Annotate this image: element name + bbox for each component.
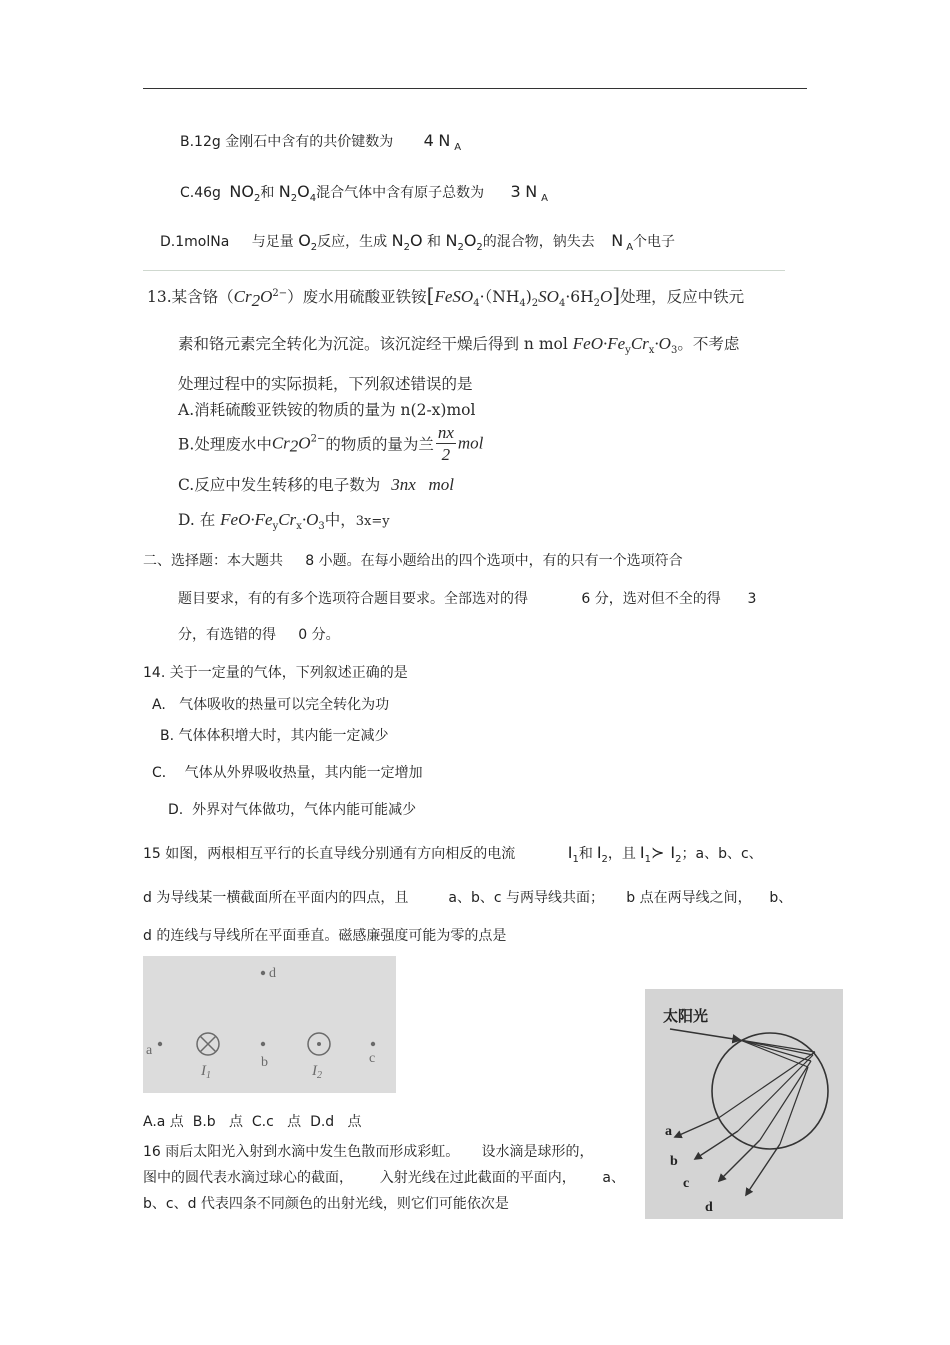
section2-line-3: 分，有选错的得 0 分。: [178, 627, 340, 643]
q16-raindrop-figure: [645, 989, 843, 1219]
q14-option-d: D. 外界对气体做功，气体内能可能减少: [168, 802, 417, 818]
q13-line-3: 处理过程中的实际损耗，下列叙述错误的是: [178, 375, 473, 393]
ray-d-label: d: [705, 1200, 713, 1215]
q12-option-d: D.1molNa 与足量 $O_2$反应，生成 $N_2O$ 和 $N_2O_2$的混合物，钠失去 N $_A$个电子: [160, 231, 676, 253]
fraction-nx-over-2: $\frac{nx}{2}$: [437, 423, 454, 464]
scan-border: [143, 270, 785, 271]
point-c-dot: [371, 1042, 375, 1046]
point-d-label: d: [269, 966, 276, 981]
q14-stem: 14. 关于一定量的气体，下列叙述正确的是: [143, 665, 408, 681]
point-d-dot: [261, 971, 265, 975]
q13-option-a: A.消耗硫酸亚铁铵的物质的量为 n(2-x)mol: [178, 401, 476, 419]
q13-option-c: C.反应中发生转移的电子数为 3nx mol: [178, 475, 454, 494]
q15-line-2: d 为导线某一横截面所在平面内的四点，且 a、b、c 与两导线共面； b 点在两导线之间， b、: [143, 890, 793, 906]
point-b-label: b: [261, 1055, 268, 1070]
ray-b-label: b: [670, 1154, 678, 1169]
top-rule: [143, 88, 807, 89]
q13-line-1: 13.某含铬$(Cr_2O^{2-})$废水用硫酸亚铁铵$[FeSO_4\cdot(NH_4)_2SO_4\cdot 6H_2O]$处理，反应中铁元: [147, 283, 745, 311]
q15-options: A.a 点 B.b 点 C.c 点 D.d 点: [143, 1114, 362, 1130]
q16-line-1: 16 雨后太阳光入射到水滴中发生色散而形成彩虹。 设水滴是球形的，: [143, 1144, 594, 1160]
sunlight-label: 太阳光: [663, 1007, 709, 1025]
q12-option-b: B.12g 金刚石中含有的共价键数为 4 N $_A$: [180, 131, 462, 153]
q15-line-3: d 的连线与导线所在平面垂直。磁感廉强度可能为零的点是: [143, 928, 507, 944]
point-a-label: a: [146, 1043, 153, 1058]
ray-c-label: c: [683, 1176, 690, 1191]
point-c-label: c: [369, 1051, 376, 1066]
q13-option-d: D. 在 $FeO\cdot Fe_yCr_x\cdot O_3$中，3x=y: [178, 510, 390, 533]
section2-line-1: 二、选择题：本大题共 8 小题。在每小题给出的四个选项中，有的只有一个选项符合: [143, 553, 683, 569]
q13-option-b: B.处理废水中$Cr_2O^{2-}$的物质的量为兰 $\frac{nx}{2}$ mol: [178, 423, 484, 464]
q14-option-c: C． 气体从外界吸收热量，其内能一定增加: [152, 765, 423, 781]
section2-line-2: 题目要求，有的有多个选项符合题目要求。全部选对的得 6 分，选对但不全的得 3: [178, 591, 757, 607]
q13-line-2: 素和铬元素完全转化为沉淀。该沉淀经干燥后得到 n mol $FeO\cdot Fe_yCr_x\cdot O_3$。不考虑: [178, 334, 740, 357]
point-a-dot: [158, 1042, 162, 1046]
point-b-dot: [261, 1042, 265, 1046]
q15-wire-figure: [143, 956, 396, 1093]
q15-line-1: 15 如图，两根相互平行的长直导线分别通有方向相反的电流 $I_1$和 $I_2$，且 $I_1≻$ $I_2$；a、b、c、: [143, 843, 763, 865]
q16-line-3: b、c、d 代表四条不同颜色的出射光线，则它们可能依次是: [143, 1196, 509, 1212]
wire-i2-label: $I_2$: [312, 1063, 322, 1081]
q12-option-c: C.46g $NO_2$和 $N_2O_4$混合气体中含有原子总数为 3 N $_A$: [180, 182, 548, 204]
q16-line-2: 图中的圆代表水滴过球心的截面， 入射光线在过此截面的平面内， a、: [143, 1170, 625, 1186]
q14-option-a: A. 气体吸收的热量可以完全转化为功: [152, 697, 390, 713]
q14-option-b: B. 气体体积增大时，其内能一定减少: [160, 728, 389, 744]
wire-i1-label: $I_1$: [201, 1063, 211, 1081]
ray-a-label: a: [665, 1124, 672, 1139]
